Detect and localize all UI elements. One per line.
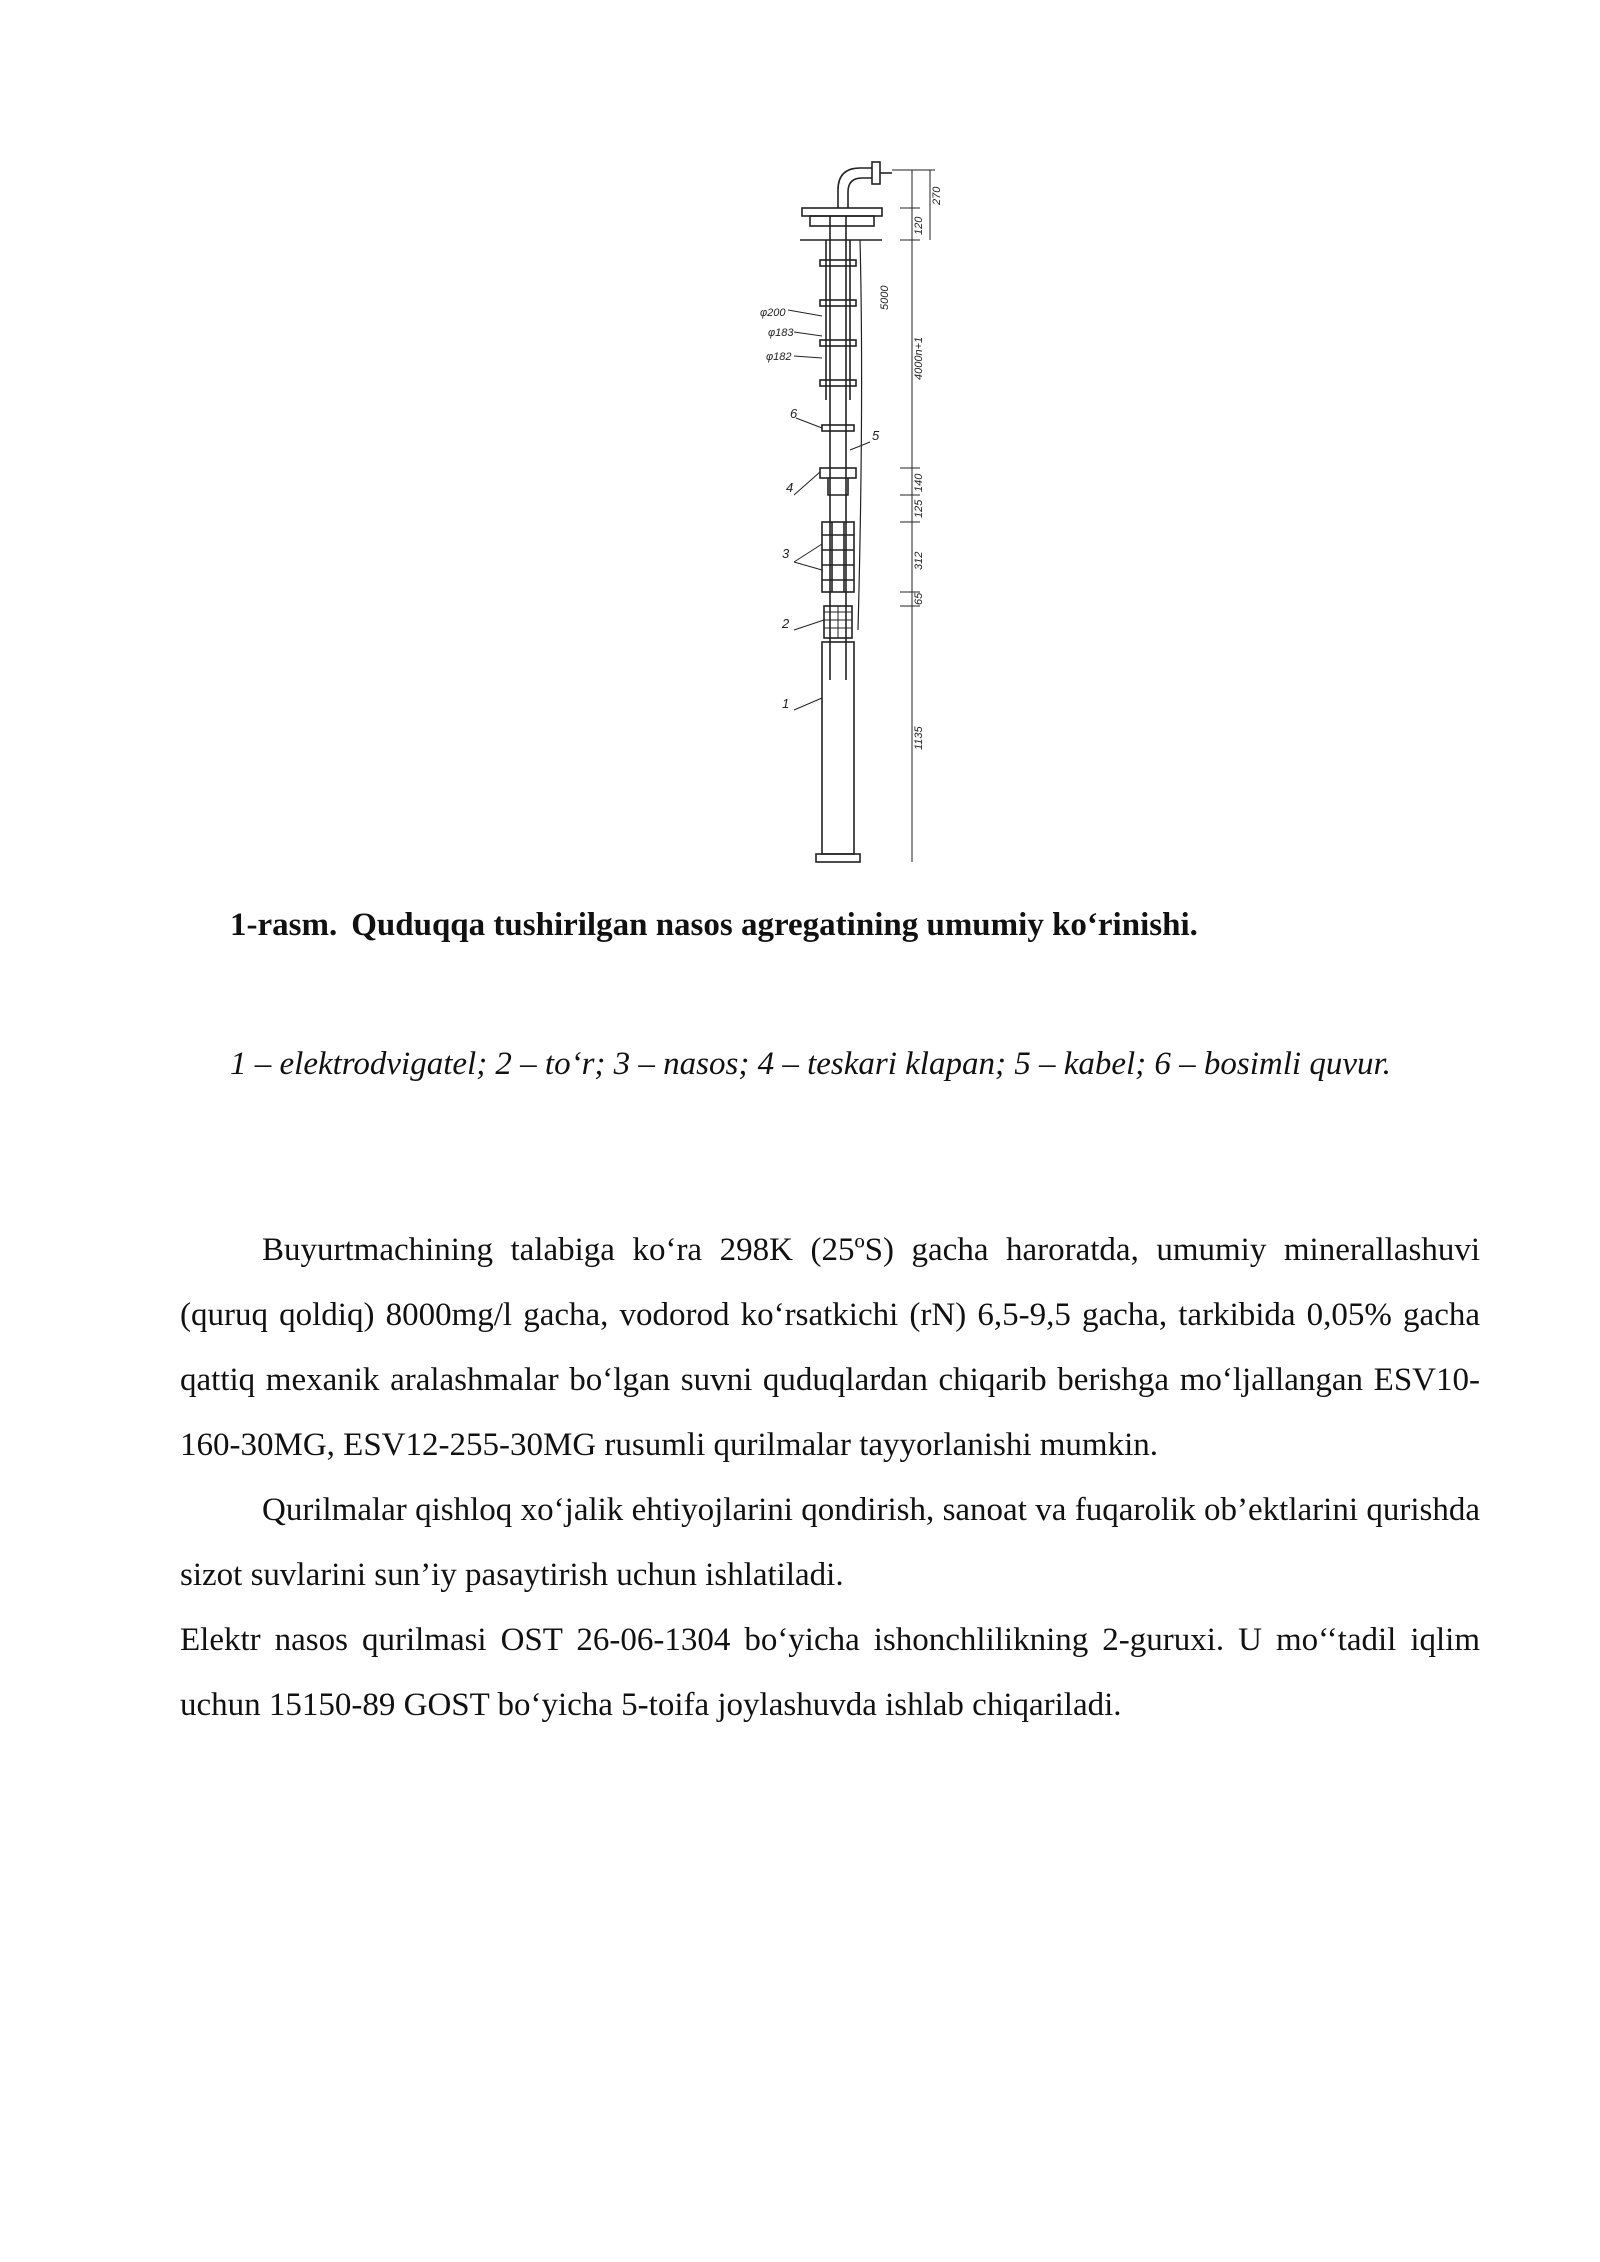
diameter-label: φ183: [768, 327, 794, 339]
callout-4: 4: [786, 480, 794, 495]
pump-unit-drawing: [760, 150, 960, 870]
figure-title: Quduqqa tushirilgan nasos agregatining umumiy ko‘rinishi.: [351, 907, 1198, 943]
diameter-label: φ182: [766, 351, 792, 363]
check-valve: [820, 468, 856, 478]
diameter-label: φ200: [760, 307, 786, 319]
dim-label: 125: [913, 499, 925, 518]
outlet-elbow: [838, 168, 872, 208]
dim-label: 1135: [913, 726, 925, 750]
figure-caption: [230, 905, 1430, 945]
dim-label: 4000n+1: [913, 336, 925, 380]
outlet-flange: [872, 162, 880, 184]
cable: [858, 240, 862, 630]
head-plate: [802, 208, 882, 216]
paragraph: Elektr nasos qurilmasi OST 26-06-1304 bo‘yicha ishonchlilikning 2-guruxi. U mo‘‘tadil iqlim uchun 15150-89 GOST bo‘yicha 5-toifa joylashuvda ishlab chiqariladi.: [180, 1622, 1480, 1723]
dim-label: 140: [913, 473, 925, 492]
paragraph: Qurilmalar qishloq xo‘jalik ehtiyojlarini qondirish, sanoat va fuqarolik ob’ektlarini qurishda sizot suvlarini sun’iy pasaytirish uchun ishlatiladi.: [180, 1492, 1480, 1593]
dim-label: 312: [913, 551, 925, 570]
dim-label: 120: [913, 216, 925, 235]
pump-section: [822, 522, 854, 592]
figure-legend: 1 – elektrodvigatel; 2 – to‘r; 3 – nasos; 4 – teskari klapan; 5 – kabel; 6 – bosimli quvur.: [230, 1046, 1391, 1082]
callout-3: 3: [782, 546, 790, 561]
body-text: [180, 1218, 1480, 1738]
paragraph: Buyurtmachining talabiga ko‘ra 298K (25ºS) gacha haroratda, umumiy minerallashuvi (quruq qoldiq) 8000mg/l gacha, vodorod ko‘rsatkichi (rN) 6,5-9,5 gacha, tarkibida 0,05% gacha qattiq mexanik aralashmalar bo‘lgan suvni quduqlardan chiqarib berishga mo‘ljallangan ESV10-160-30MG, ESV12-255-30MG rusumli qurilmalar tayyorlanishi mumkin.: [180, 1232, 1480, 1463]
figure-number: 1-rasm.: [230, 907, 338, 943]
dim-label: 5000: [879, 285, 891, 310]
dim-label: 65: [913, 592, 925, 605]
dim-label: 270: [931, 186, 943, 205]
callout-2: 2: [782, 616, 790, 631]
callout-5: 5: [872, 428, 880, 443]
callout-6: 6: [790, 406, 798, 421]
pump-unit-diagram: [760, 150, 960, 870]
electric-motor: [822, 642, 854, 854]
callout-1: 1: [782, 696, 790, 711]
